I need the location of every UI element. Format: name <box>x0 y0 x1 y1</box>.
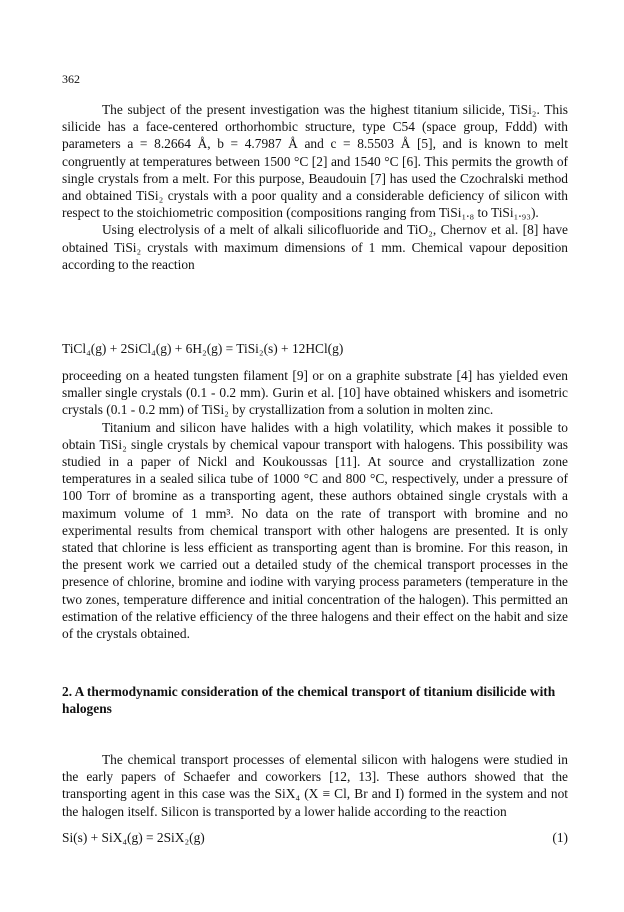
paragraph: The chemical transport processes of elemental silicon with halogens were studied in the early papers of Schaefer and coworkers [12, 13]. These authors showed that the transporting agent in this case was the SiX₄ (X ≡ Cl, Br and I) formed in the system and not the halogen itself. Silicon is transported by a lower halide according to the reaction <box>62 752 568 819</box>
equation-number: (1) <box>552 830 568 845</box>
paragraph: The subject of the present investigation was the highest titanium silicide, TiSi₂. This silicide has a face-centered orthorhombic structure, type C54 (space group, Fddd) with parameters a = 8.2664 Å, b = 4.7987 Å and c = 8.5503 Å [5], and is known to melt congruently at temperatures between 1500 °C [2] and 1540 °C [6]. This permits the growth of single crystals from a melt. For this purpose, Beaudouin [7] has used the Czochralski method and obtained TiSi₂ crystals with a poor quality and a considerable deficiency of silicon with respect to the stoichiometric composition (compositions ranging from TiSi₁.₈ to TiSi₁.₉₃). <box>62 102 568 221</box>
section-heading: 2. A thermodynamic consideration of the chemical transport of titanium disilicide with halogens <box>62 684 556 717</box>
paragraph: proceeding on a heated tungsten filament [9] or on a graphite substrate [4] has yielded even smaller single crystals (0.1 - 0.2 mm). Gurin et al. [10] have obtained whiskers and isometric crystals (0.1 - 0.2 mm) of TiSi₂ by crystallization from a solution in molten zinc. <box>62 368 568 418</box>
paragraph: Using electrolysis of a melt of alkali silicofluoride and TiO₂, Chernov et al. [8] have obtained TiSi₂ crystals with maximum dimensions of 1 mm. Chemical vapour deposition according to the reaction <box>62 222 568 272</box>
equation-body: Si(s) + SiX₄(g) = 2SiX₂(g) <box>62 830 205 845</box>
equation: TiCl₄(g) + 2SiCl₄(g) + 6H₂(g) = TiSi₂(s) + 12HCl(g) <box>62 341 344 356</box>
section-text <box>62 751 568 820</box>
paragraph: Titanium and silicon have halides with a high volatility, which makes it possible to obtain TiSi₂ single crystals by chemical vapour transport with halogens. This possibility was studied in a paper of Nickl and Koukoussas [11]. At source and crystallization zone temperatures in a sealed silica tube of 1000 °C and 800 °C, respectively, under a pressure of 100 Torr of bromine as a transporting agent, these authors obtained single crystals with a maximum volume of 1 mm³. No data on the rate of transport with bromine and no experimental results from chemical transport with other halogens are presented. It is only stated that chlorine is less efficient as transporting agent than is bromine. For this reason, in the present work we carried out a detailed study of the chemical transport processes in the presence of chlorine, bromine and iodine with varying process parameters (temperature in the two zones, temperature difference and initial concentration of the halogen). This permitted an estimation of the relative efficiency of the three halogens and their effect on the habit and size of the crystals obtained. <box>62 419 568 642</box>
equation-1 <box>62 829 568 846</box>
page-number: 362 <box>62 72 80 86</box>
continued-text <box>62 367 568 642</box>
intro-text <box>62 101 568 273</box>
